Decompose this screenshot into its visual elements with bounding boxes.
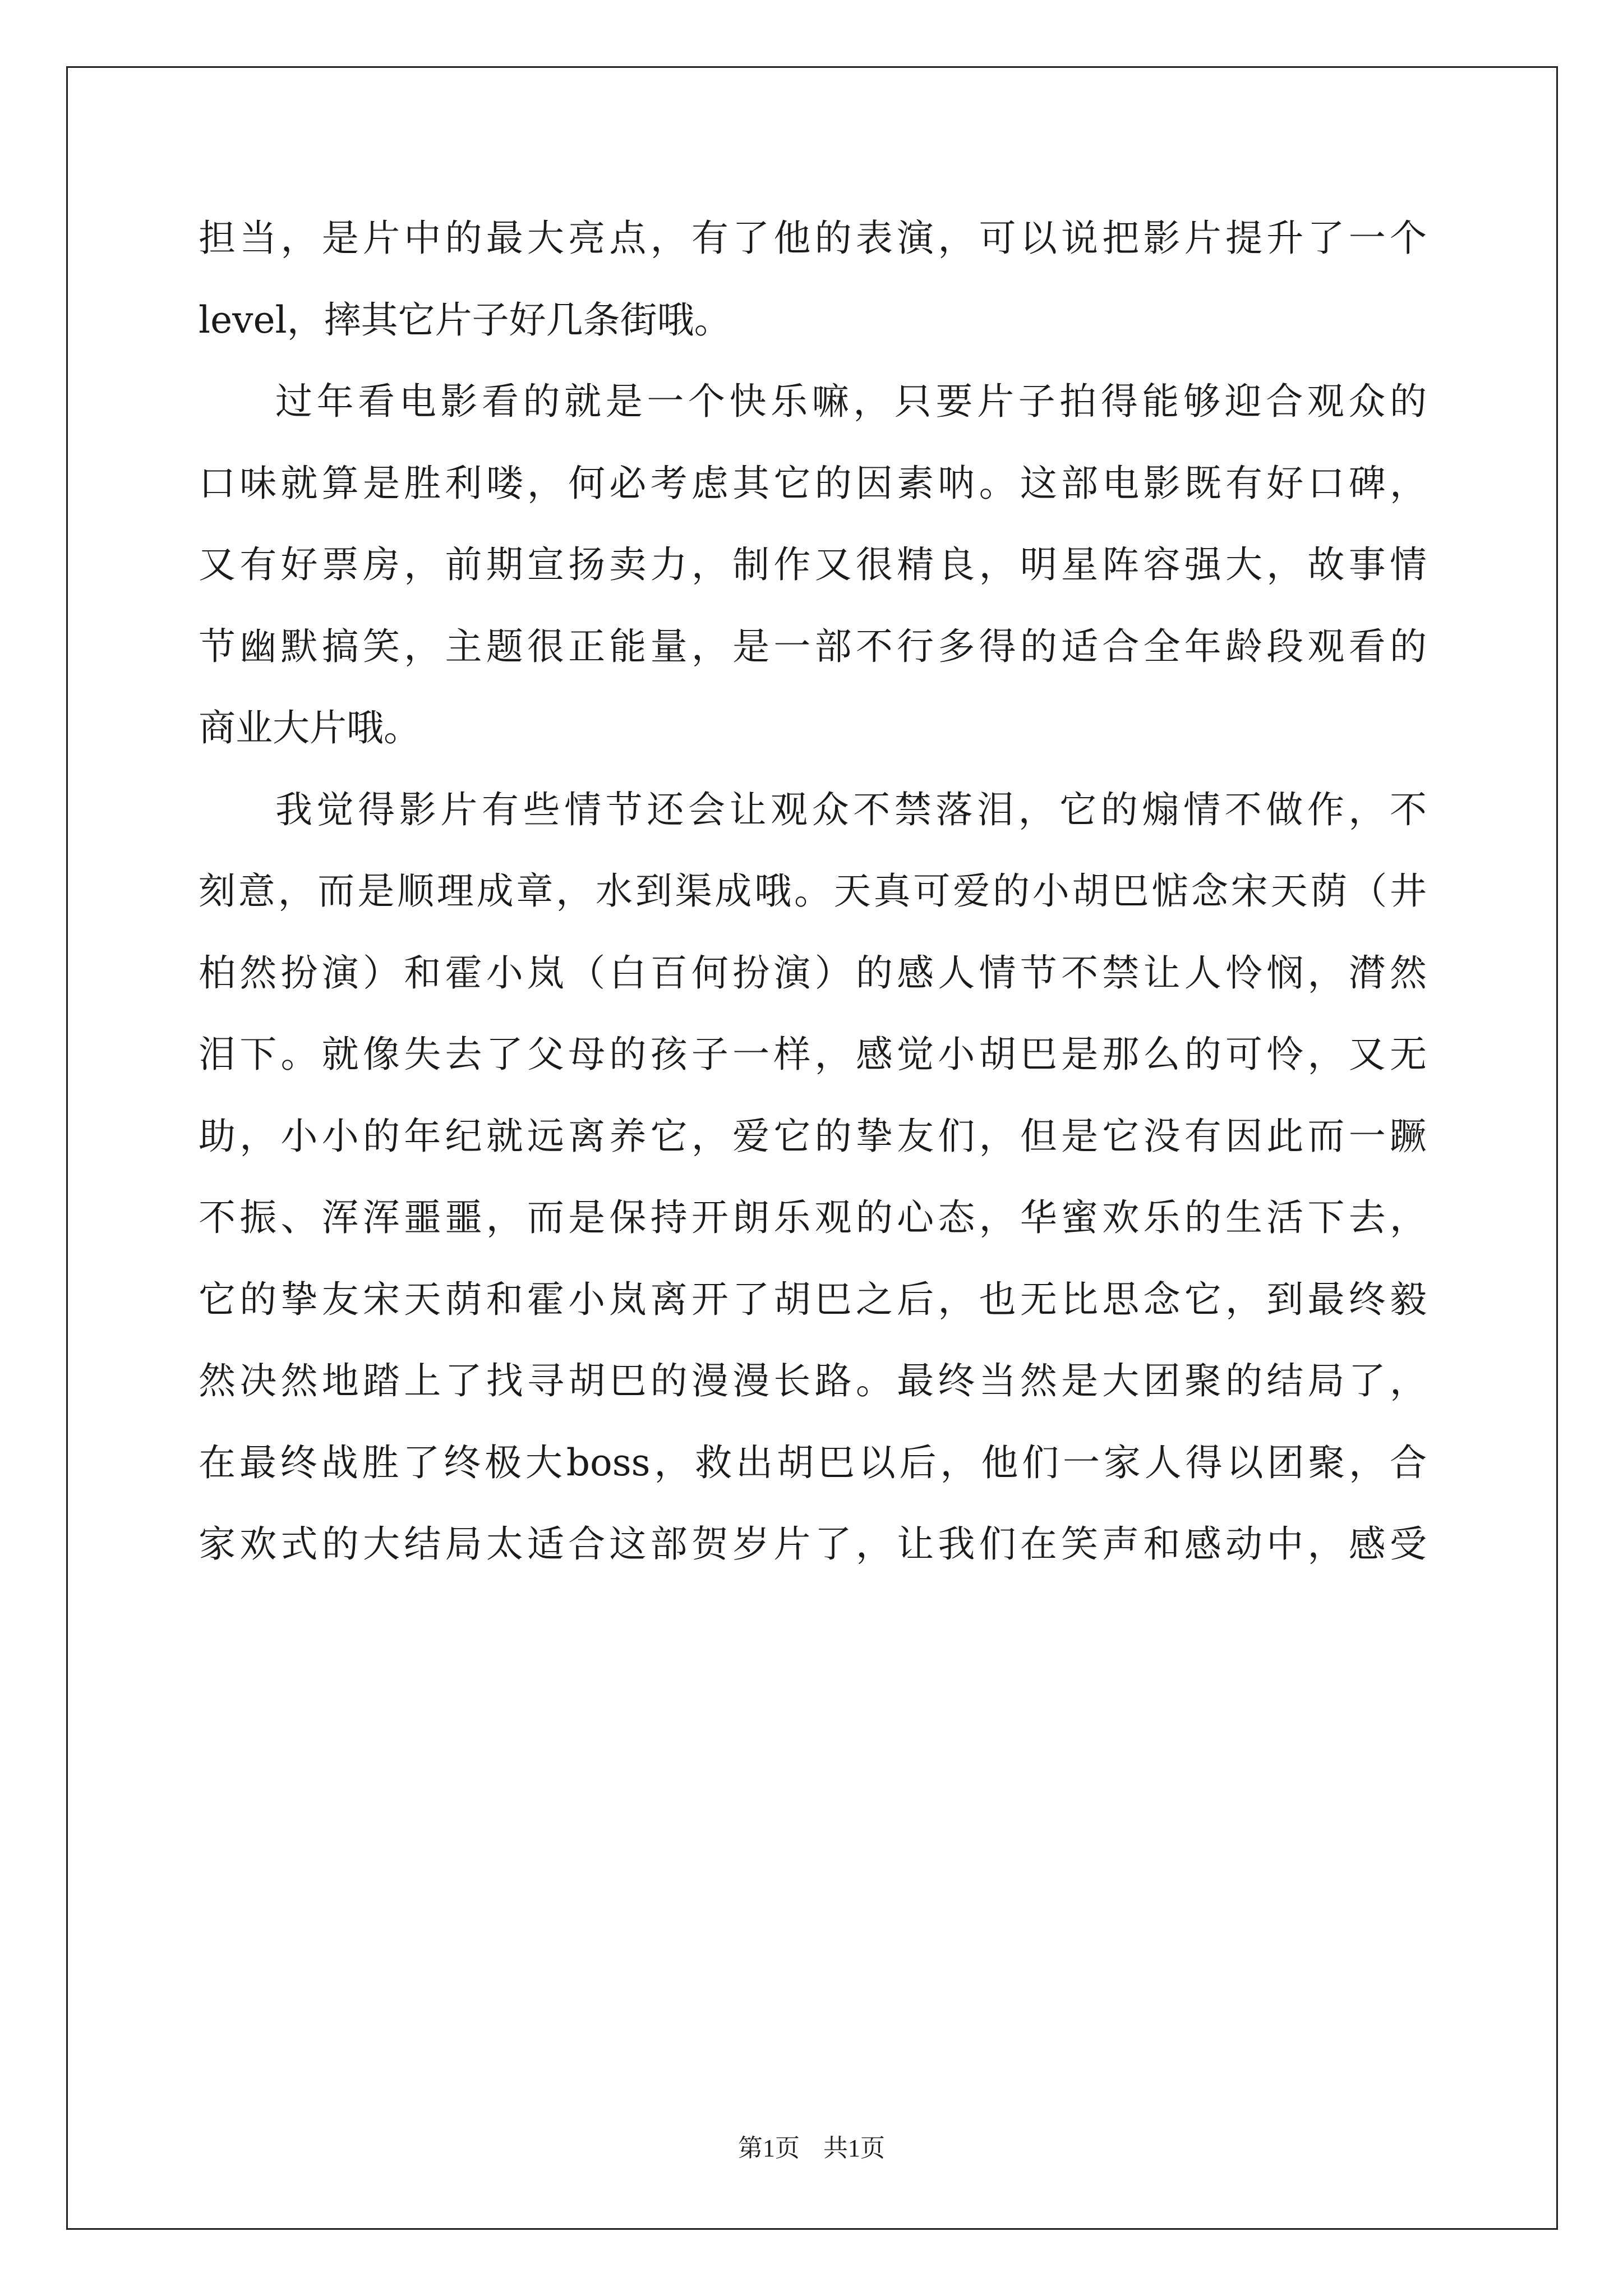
text-line: 刻意，而是顺理成章，水到渠成哦。天真可爱的小胡巴惦念宋天荫（井 [199,869,1427,913]
text-line: 不振、浑浑噩噩，而是保持开朗乐观的心态，华蜜欢乐的生活下去， [199,1196,1427,1239]
text-line: 口味就算是胜利喽，何必考虑其它的因素呐。这部电影既有好口碑， [199,461,1427,505]
text-line: 然决然地踏上了找寻胡巴的漫漫长路。最终当然是大团聚的结局了， [199,1359,1427,1402]
text-line: 担当，是片中的最大亮点，有了他的表演，可以说把影片提升了一个 [199,217,1427,260]
text-line: 柏然扮演）和霍小岚（白百何扮演）的感人情节不禁让人怜悯，潸然 [199,951,1427,995]
page-total: 共1页 [823,2134,885,2162]
paragraph-start-line: 我觉得影片有些情节还会让观众不禁落泪，它的煽情不做作，不 [275,788,1427,831]
text-line: level，摔其它片子好几条街哦。 [199,298,731,342]
page-footer [0,2134,1623,2162]
document-body [199,213,1427,1601]
text-line: 商业大片哦。 [199,706,421,749]
text-line: 助，小小的年纪就远离养它，爱它的挚友们，但是它没有因此而一蹶 [199,1114,1427,1158]
text-line: 泪下。就像失去了父母的孩子一样，感觉小胡巴是那么的可怜，又无 [199,1033,1427,1076]
text-line: 它的挚友宋天荫和霍小岚离开了胡巴之后，也无比思念它，到最终毅 [199,1277,1427,1321]
text-line: 又有好票房，前期宣扬卖力，制作又很精良，明星阵容强大，故事情 [199,543,1427,586]
text-line: 家欢式的大结局太适合这部贺岁片了，让我们在笑声和感动中，感受 [199,1522,1427,1566]
text-line: 在最终战胜了终极大boss，救出胡巴以后，他们一家人得以团聚，合 [199,1441,1427,1484]
page-number: 第1页 [738,2134,800,2162]
paragraph-start-line: 过年看电影看的就是一个快乐嘛，只要片子拍得能够迎合观众的 [275,380,1427,423]
text-line: 节幽默搞笑，主题很正能量，是一部不行多得的适合全年龄段观看的 [199,624,1427,668]
